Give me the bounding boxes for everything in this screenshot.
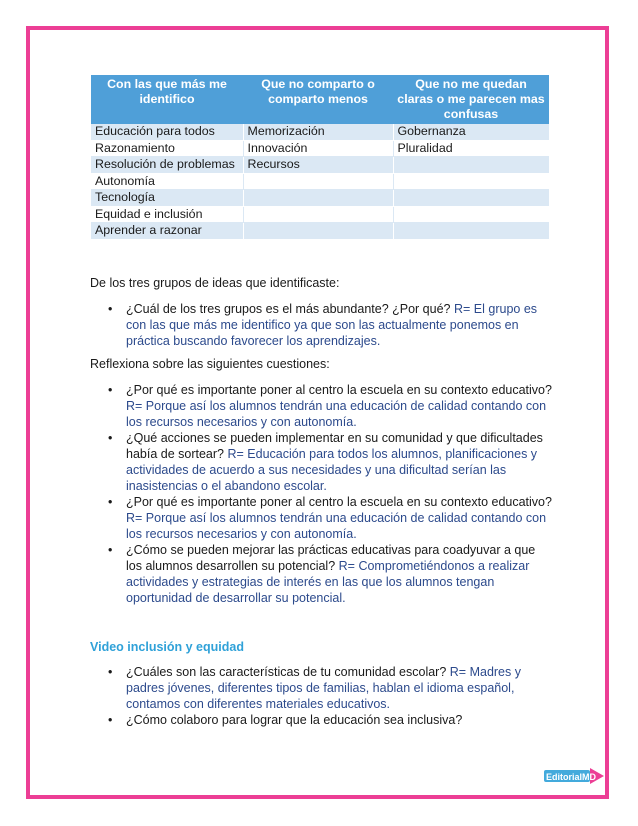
answer-text: R= Porque así los alumnos tendrán una educación de calidad contando con los recursos necesarios y con autonomía. (126, 399, 547, 429)
list-item (108, 542, 553, 606)
table-cell: Aprender a razonar (91, 223, 243, 240)
table-header: Que no comparto o comparto menos (243, 75, 393, 124)
table-row (91, 206, 549, 223)
table-cell (393, 206, 549, 223)
section1-list (108, 301, 553, 349)
section2-list (108, 382, 553, 606)
question-text: ¿Cómo colaboro para lograr que la educación sea inclusiva? (126, 713, 463, 727)
table-row (91, 190, 549, 207)
table-cell: Educación para todos (91, 124, 243, 140)
logo-text: EditorialMD (546, 772, 597, 782)
question-text: ¿Cuál de los tres grupos es el más abundante? ¿Por qué? (126, 302, 451, 316)
list-item (108, 301, 553, 349)
table-header-row (91, 75, 549, 124)
table-cell (243, 173, 393, 190)
table-cell: Razonamiento (91, 140, 243, 157)
table-header: Que no me quedan claras o me parecen mas confusas (393, 75, 549, 124)
table-cell (393, 173, 549, 190)
question-text: ¿Por qué es importante poner al centro la escuela en su contexto educativo? (126, 383, 552, 397)
table-cell: Memorización (243, 124, 393, 140)
table-row (91, 124, 549, 140)
answer-text: R= Madres y padres jóvenes, diferentes tipos de familias, hablan el idioma español, contamos con diferentes materiales educativos. (126, 665, 521, 711)
list-item (108, 430, 553, 494)
table-cell: Pluralidad (393, 140, 549, 157)
section2-intro: Reflexiona sobre las siguientes cuestiones: (90, 357, 330, 371)
table-row (91, 140, 549, 157)
table-cell (393, 157, 549, 174)
table-row (91, 223, 549, 240)
section1-intro: De los tres grupos de ideas que identificaste: (90, 276, 340, 290)
editorial-md-logo (544, 766, 606, 786)
list-item (108, 494, 553, 542)
table-cell: Recursos (243, 157, 393, 174)
table-cell: Autonomía (91, 173, 243, 190)
video-heading: Video inclusión y equidad (90, 640, 244, 654)
question-text: ¿Cuáles son las características de tu comunidad escolar? (126, 665, 447, 679)
question-text: ¿Por qué es importante poner al centro la escuela en su contexto educativo? (126, 495, 552, 509)
answer-text: R= Comprometiéndonos a realizar actividades y estrategias de interés en las que los alumnos tengan oportunidad de desarrollar su potencial. (126, 559, 530, 605)
table-row (91, 173, 549, 190)
table-cell: Gobernanza (393, 124, 549, 140)
table-cell: Tecnología (91, 190, 243, 207)
answer-text: R= Porque así los alumnos tendrán una educación de calidad contando con los recursos necesarios y con autonomía. (126, 511, 547, 541)
video-list (108, 664, 553, 728)
table-cell: Resolución de problemas (91, 157, 243, 174)
table-cell (243, 223, 393, 240)
answer-text: R= El grupo es con las que más me identifico ya que son las actualmente ponemos en práctica buscando favorecer los aprendizajes. (126, 302, 538, 348)
list-item (108, 664, 553, 712)
table-cell (393, 190, 549, 207)
ideas-table (91, 75, 549, 240)
list-item (108, 712, 553, 728)
table-cell (393, 223, 549, 240)
question-text: ¿Cómo se pueden mejorar las prácticas educativas para coadyuvar a que los alumnos desarrollen su potencial? (126, 543, 536, 573)
list-item (108, 382, 553, 430)
table-cell (243, 206, 393, 223)
table-row (91, 157, 549, 174)
table-header: Con las que más me identifico (91, 75, 243, 124)
table-cell: Equidad e inclusión (91, 206, 243, 223)
answer-text: R= Educación para todos los alumnos, planificaciones y actividades de acuerdo a sus necesidades y una dificultad serían las inasistencias o el abandono escolar. (126, 447, 538, 493)
question-text: ¿Qué acciones se pueden implementar en su comunidad y que dificultades había de sortear? (126, 431, 543, 461)
table-cell: Innovación (243, 140, 393, 157)
table-cell (243, 190, 393, 207)
